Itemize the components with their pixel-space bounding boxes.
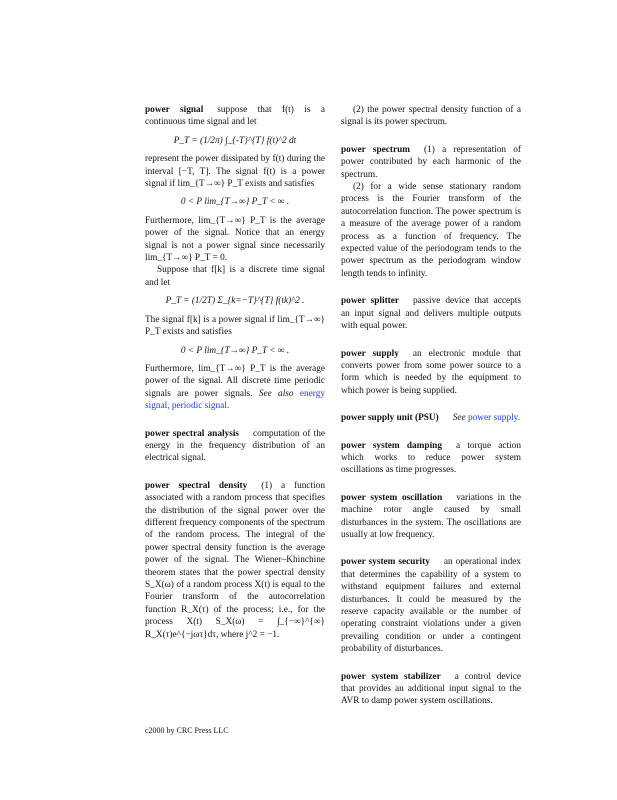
entry-psu (341, 412, 521, 424)
entry-power-system-oscillation: power system oscillation variations in the machine rotor angle caused by small disturbances in the system. The oscillations are usually at low frequency. (341, 492, 521, 540)
entry-power-supply: power supply an electronic module that converts power from some power source to a form which is needed by the equipment to which power is being supplied. (341, 348, 521, 396)
term-psu: power supply unit (PSU) (341, 413, 439, 424)
right-column (341, 104, 521, 708)
power-signal-intro: suppose that f(t) is a continuous time signal and let (145, 105, 325, 128)
copyright-footer: c2000 by CRC Press LLC (145, 726, 229, 735)
term-power-system-oscillation: power system oscillation (341, 492, 443, 503)
entry-power-spectrum: power spectrum (1) a representation of power contributed by each harmonic of the spectrum. (341, 144, 522, 180)
term-power-spectral-density: power spectral density (145, 480, 248, 491)
entry-power-splitter: power splitter passive device that accepts an input signal and delivers multiple outputs with equal power. (341, 296, 521, 332)
power-signal-p5: The signal f[k] is a power signal if lim_{T→∞} P_T exists and satisfies (145, 314, 325, 338)
cross-ref-power-supply[interactable]: power supply. (467, 413, 521, 424)
entry-power-system-stabilizer: power system stabilizer a control device that provides an additional input signal to the AVR to damp power system oscillations. (341, 671, 521, 707)
power-spectrum-def2: (2) for a wide sense stationary random process is the Fourier transform of the autocorrelation function. The power spectrum is a measure of the average power of a random process as a function of frequency. The expected value of the periodogram tends to the power spectrum as the periodogram window length tends to infinity. (341, 182, 521, 279)
term-power-spectral-analysis: power spectral analysis (145, 428, 240, 439)
equation-power-bound-1: 0 < P lim_{T→∞} P_T < ∞ . (180, 197, 290, 208)
entry-power-signal (145, 104, 325, 129)
equation-power-continuous: P_T = (1/2π) ∫_{-T}^{T} f(t)^2 dt (173, 135, 297, 146)
equation-power-discrete: P_T = (1/2T) Σ_{k=−T}^{T} f(tk)^2 . (165, 296, 305, 307)
psd-definition-2: (2) the power spectral density function of a signal is its power spectrum. (341, 105, 521, 128)
cross-ref-energy-periodic-signal[interactable]: energy signal, periodic signal. (145, 388, 326, 412)
term-power-signal: power signal (145, 105, 204, 115)
left-column (145, 104, 325, 641)
entry-power-system-damping: power system damping a torque action which works to reduce power system oscillations as time progresses. (341, 440, 521, 476)
term-power-supply: power supply (341, 348, 399, 359)
entry-power-system-security: power system security an operational index that determines the capability of a system to withstand equipment failures and external disturbances. It could be measured by the reserve capacity available or the number of operating constraint violations under a given prevailing condition or under a contingent probability of disturbances. (341, 557, 521, 655)
see-also-label: See also (258, 388, 294, 399)
power-signal-p3: Furthermore, lim_{T→∞} P_T is the average power of the signal. Notice that an energy signal is not a power signal since necessarily lim_{T→∞} P_T = 0. (145, 215, 325, 264)
power-signal-p4: Suppose that f[k] is a discrete time signal and let (145, 265, 325, 288)
entry-power-spectral-analysis: power spectral analysis computation of the energy in the frequency distribution of an electrical signal. (145, 428, 325, 464)
power-signal-p6: Furthermore, lim_{T→∞} P_T is the average power of the signal. All discrete time periodic signals are power signals. See also energy signal, periodic signal. (145, 363, 326, 412)
term-power-splitter: power splitter (341, 296, 400, 307)
term-power-system-damping: power system damping (341, 440, 442, 451)
term-power-spectrum: power spectrum (341, 144, 411, 155)
power-signal-p2: represent the power dissipated by f(t) during the interval [−T, T]. The signal f(t) is a power signal if lim_{T→∞} P_T exists and satisfies (145, 154, 325, 190)
equation-power-bound-2: 0 < P lim_{T→∞} P_T < ∞ . (180, 345, 290, 356)
see-label: See (452, 413, 466, 424)
entry-power-spectral-density: power spectral density (1) a function associated with a random process that specifies the distribution of the signal power over the different frequency components of the spectrum of the random process. The integral of the power spectral density function is the average power of the signal. The Wiener–Khinchine theorem states that the power spectral density S_X(ω) of a random process X(t) is equal to the Fourier transform of the autocorrelation function R_X(τ) of the process; i.e., for the process X(t) S_X(ω) = ∫_{−∞}^{∞} R_X(τ)e^{−jωτ}dτ, where j^2 = −1. (145, 480, 325, 640)
term-power-system-stabilizer: power system stabilizer (341, 671, 441, 682)
term-power-system-security: power system security (341, 557, 430, 568)
